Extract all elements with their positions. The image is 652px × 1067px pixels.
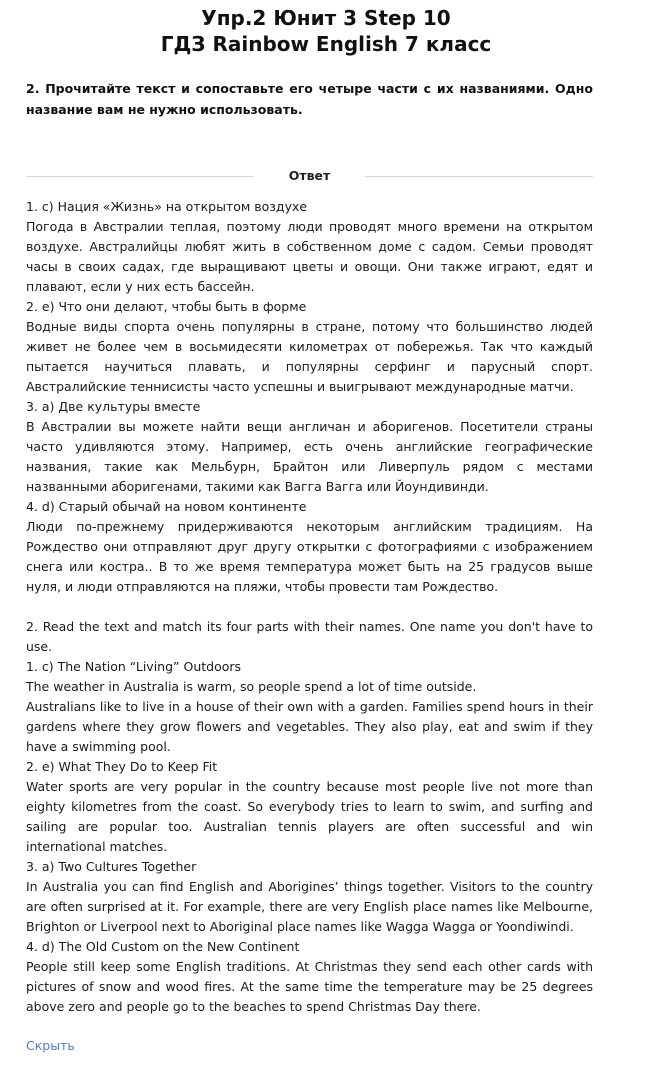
en-paragraph: The weather in Australia is warm, so people spend a lot of time outside. bbox=[26, 679, 477, 694]
ru-heading: 2. e) Что они делают, чтобы быть в форме bbox=[26, 299, 307, 314]
en-task: 2. Read the text and match its four parts with their names. One name you don't have to use. bbox=[26, 619, 593, 654]
ru-paragraph: Люди по-прежнему придерживаются некоторым английским традициям. На Рождество они отправляют друг другу открытки с фотографиями с изображением снега или костра.. В то же время температура может быть на 25 градусов выше нуля, и люди отправляются на пляжи, чтобы провести там Рождество. bbox=[26, 519, 593, 594]
en-paragraph: Australians like to live in a house of their own with a garden. Families spend hours in their gardens where they grow flowers and vegetables. They also play, eat and swim if they have a swimming pool. bbox=[26, 699, 593, 754]
answer-body bbox=[26, 197, 593, 1017]
en-heading: 1. c) The Nation “Living” Outdoors bbox=[26, 659, 242, 674]
en-heading: 3. a) Two Cultures Together bbox=[26, 859, 197, 874]
answer-separator bbox=[26, 166, 593, 186]
ru-heading: 4. d) Старый обычай на новом континенте bbox=[26, 499, 307, 514]
ru-heading: 1. c) Нация «Жизнь» на открытом воздухе bbox=[26, 199, 308, 214]
section-gap bbox=[26, 597, 593, 617]
en-paragraph: Water sports are very popular in the country because most people live not more than eighty kilometres from the coast. So everybody tries to learn to swim, and surfing and sailing are popular too. Australian tennis players are often successful and win international matches. bbox=[26, 779, 593, 854]
ru-paragraph: Погода в Австралии теплая, поэтому люди проводят много времени на открытом воздухе. Австралийцы любят жить в собственном доме с садом. Семьи проводят часы в своих садах, где выращивают цветы и овощи. Они также играют, едят и плавают, если у них есть бассейн. bbox=[26, 219, 593, 294]
separator-line-right bbox=[365, 176, 593, 177]
ru-heading: 3. a) Две культуры вместе bbox=[26, 399, 201, 414]
page-title-line-1: Упр.2 Юнит 3 Step 10 bbox=[201, 6, 451, 30]
en-paragraph: People still keep some English traditions. At Christmas they send each other cards with pictures of snow and wood fires. At the same time the temperature may be 25 degrees above zero and people go to the beaches to spend Christmas Day there. bbox=[26, 959, 593, 1014]
page-title-line-2: ГДЗ Rainbow English 7 класс bbox=[160, 32, 492, 56]
hide-link[interactable]: Скрыть bbox=[26, 1038, 75, 1053]
ru-paragraph: Водные виды спорта очень популярны в стране, потому что большинство людей живет не более чем в восьмидесяти километрах от побережья. Так что каждый пытается научиться плавать, и популярны серфинг и парусный спорт. Австралийские теннисисты часто успешны и выигрывают международные матчи. bbox=[26, 319, 593, 394]
en-paragraph: In Australia you can find English and Aborigines’ things together. Visitors to the country are often surprised at it. For example, there are very English place names like Melbourne, Brighton or Liverpool next to Aboriginal place names like Wagga Wagga or Yoondiwindi. bbox=[26, 879, 593, 934]
ru-paragraph: В Австралии вы можете найти вещи англичан и аборигенов. Посетители страны часто удивляются этому. Например, есть очень английские географические названия, такие как Мельбурн, Брайтон или Ливерпуль рядом с местами названными аборигенами, такими как Вагга Вагга или Йоундивинди. bbox=[26, 419, 593, 494]
answer-label: Ответ bbox=[288, 168, 331, 183]
en-heading: 2. e) What They Do to Keep Fit bbox=[26, 759, 218, 774]
task-text: 2. Прочитайте текст и сопоставьте его четыре части с их названиями. Одно название вам не нужно использовать. bbox=[26, 81, 593, 117]
en-heading: 4. d) The Old Custom on the New Continent bbox=[26, 939, 300, 954]
